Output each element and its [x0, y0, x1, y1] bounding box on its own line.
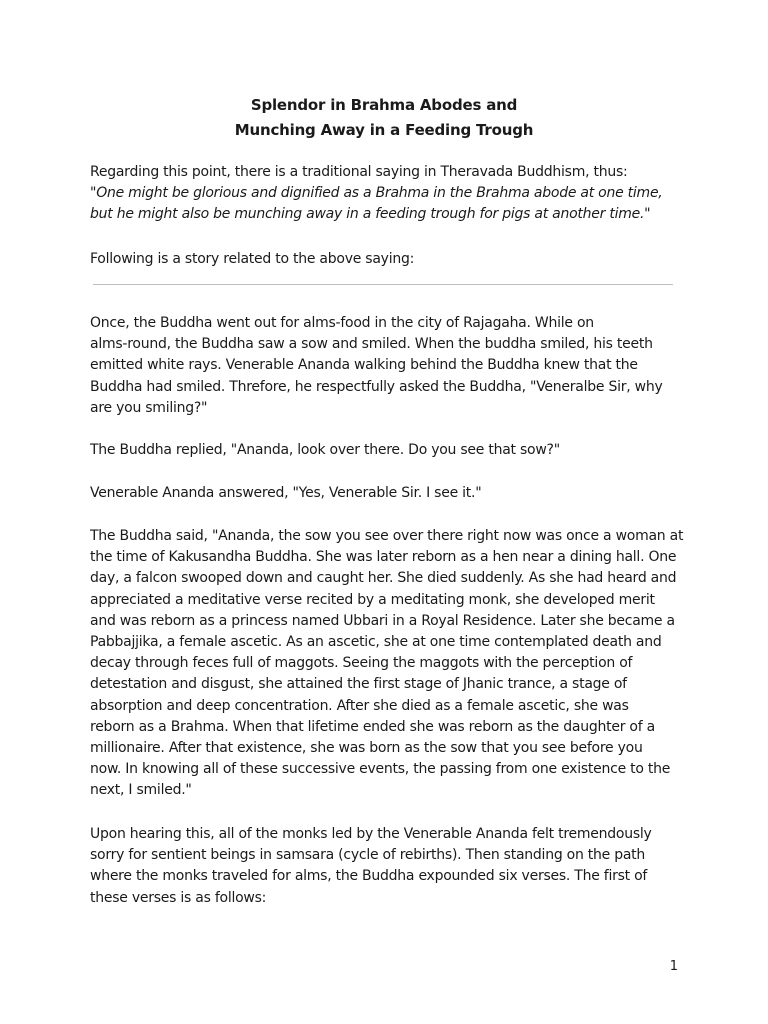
story-line: Pabbajjika, a female ascetic. As an ascetic, she at one time contemplated death and: [90, 634, 662, 651]
story-line: decay through feces full of maggots. Seeing the maggots with the perception of: [90, 655, 633, 672]
story-paragraph-1: [90, 313, 690, 419]
story-line: are you smiling?": [90, 399, 208, 416]
following-text: Following is a story related to the above saying:: [90, 251, 415, 267]
story-paragraph-5: [90, 824, 690, 909]
story-line: sorry for sentient beings in samsara (cycle of rebirths). Then standing on the path: [90, 847, 646, 864]
story-line: emitted white rays. Venerable Ananda walking behind the Buddha knew that the: [90, 357, 638, 374]
story-line: and was reborn as a princess named Ubbari in a Royal Residence. Later she became a: [90, 612, 675, 629]
story-line: day, a falcon swooped down and caught her. She died suddenly. As she had heard and: [90, 570, 677, 587]
horizontal-divider: [93, 284, 673, 285]
story-line: Buddha had smiled. Threfore, he respectfully asked the Buddha, "Veneralbe Sir, why: [90, 378, 663, 395]
intro-text: Regarding this point, there is a traditional saying in Theravada Buddhism, thus:: [90, 164, 628, 180]
following-paragraph: [90, 249, 690, 270]
story-line: next, I smiled.": [90, 782, 192, 799]
story-line: Venerable Ananda answered, "Yes, Venerable Sir. I see it.": [90, 485, 482, 501]
story-line: Once, the Buddha went out for alms-food in the city of Rajagaha. While on: [90, 315, 594, 331]
document-title-line-1: Splendor in Brahma Abodes and: [250, 96, 518, 114]
page-number: 1: [669, 959, 678, 974]
story-line: Upon hearing this, all of the monks led by the Venerable Ananda felt tremendously: [90, 826, 652, 842]
quote-line: "One might be glorious and dignified as a Brahma in the Brahma abode at one time,: [90, 185, 663, 202]
story-line: now. In knowing all of these successive events, the passing from one existence to the: [90, 761, 671, 778]
story-line: appreciated a meditative verse recited by a meditating monk, she developed merit: [90, 591, 655, 608]
story-line: alms-round, the Buddha saw a sow and smiled. When the buddha smiled, his teeth: [90, 336, 653, 353]
story-line: absorption and deep concentration. After she died as a female ascetic, she was: [90, 697, 629, 714]
document-title-line-2: Munching Away in a Feeding Trough: [234, 121, 534, 139]
story-line: the time of Kakusandha Buddha. She was later reborn as a hen near a dining hall. One: [90, 549, 677, 566]
story-paragraph-2: [90, 440, 690, 461]
story-paragraph-4: [90, 526, 690, 802]
story-line: where the monks traveled for alms, the Buddha expounded six verses. The first of: [90, 868, 648, 885]
story-line: detestation and disgust, she attained the first stage of Jhanic trance, a stage of: [90, 676, 627, 693]
quote-line: but he might also be munching away in a feeding trough for pigs at another time.": [90, 206, 651, 223]
story-line: reborn as a Brahma. When that lifetime ended she was reborn as the daughter of a: [90, 718, 655, 735]
intro-paragraph: [90, 162, 690, 226]
story-line: millionaire. After that existence, she was born as the sow that you see before you: [90, 740, 643, 757]
story-paragraph-3: [90, 483, 690, 504]
story-line: The Buddha replied, "Ananda, look over there. Do you see that sow?": [90, 442, 560, 458]
story-line: these verses is as follows:: [90, 889, 267, 906]
story-line: The Buddha said, "Ananda, the sow you see over there right now was once a woman at: [90, 528, 684, 544]
